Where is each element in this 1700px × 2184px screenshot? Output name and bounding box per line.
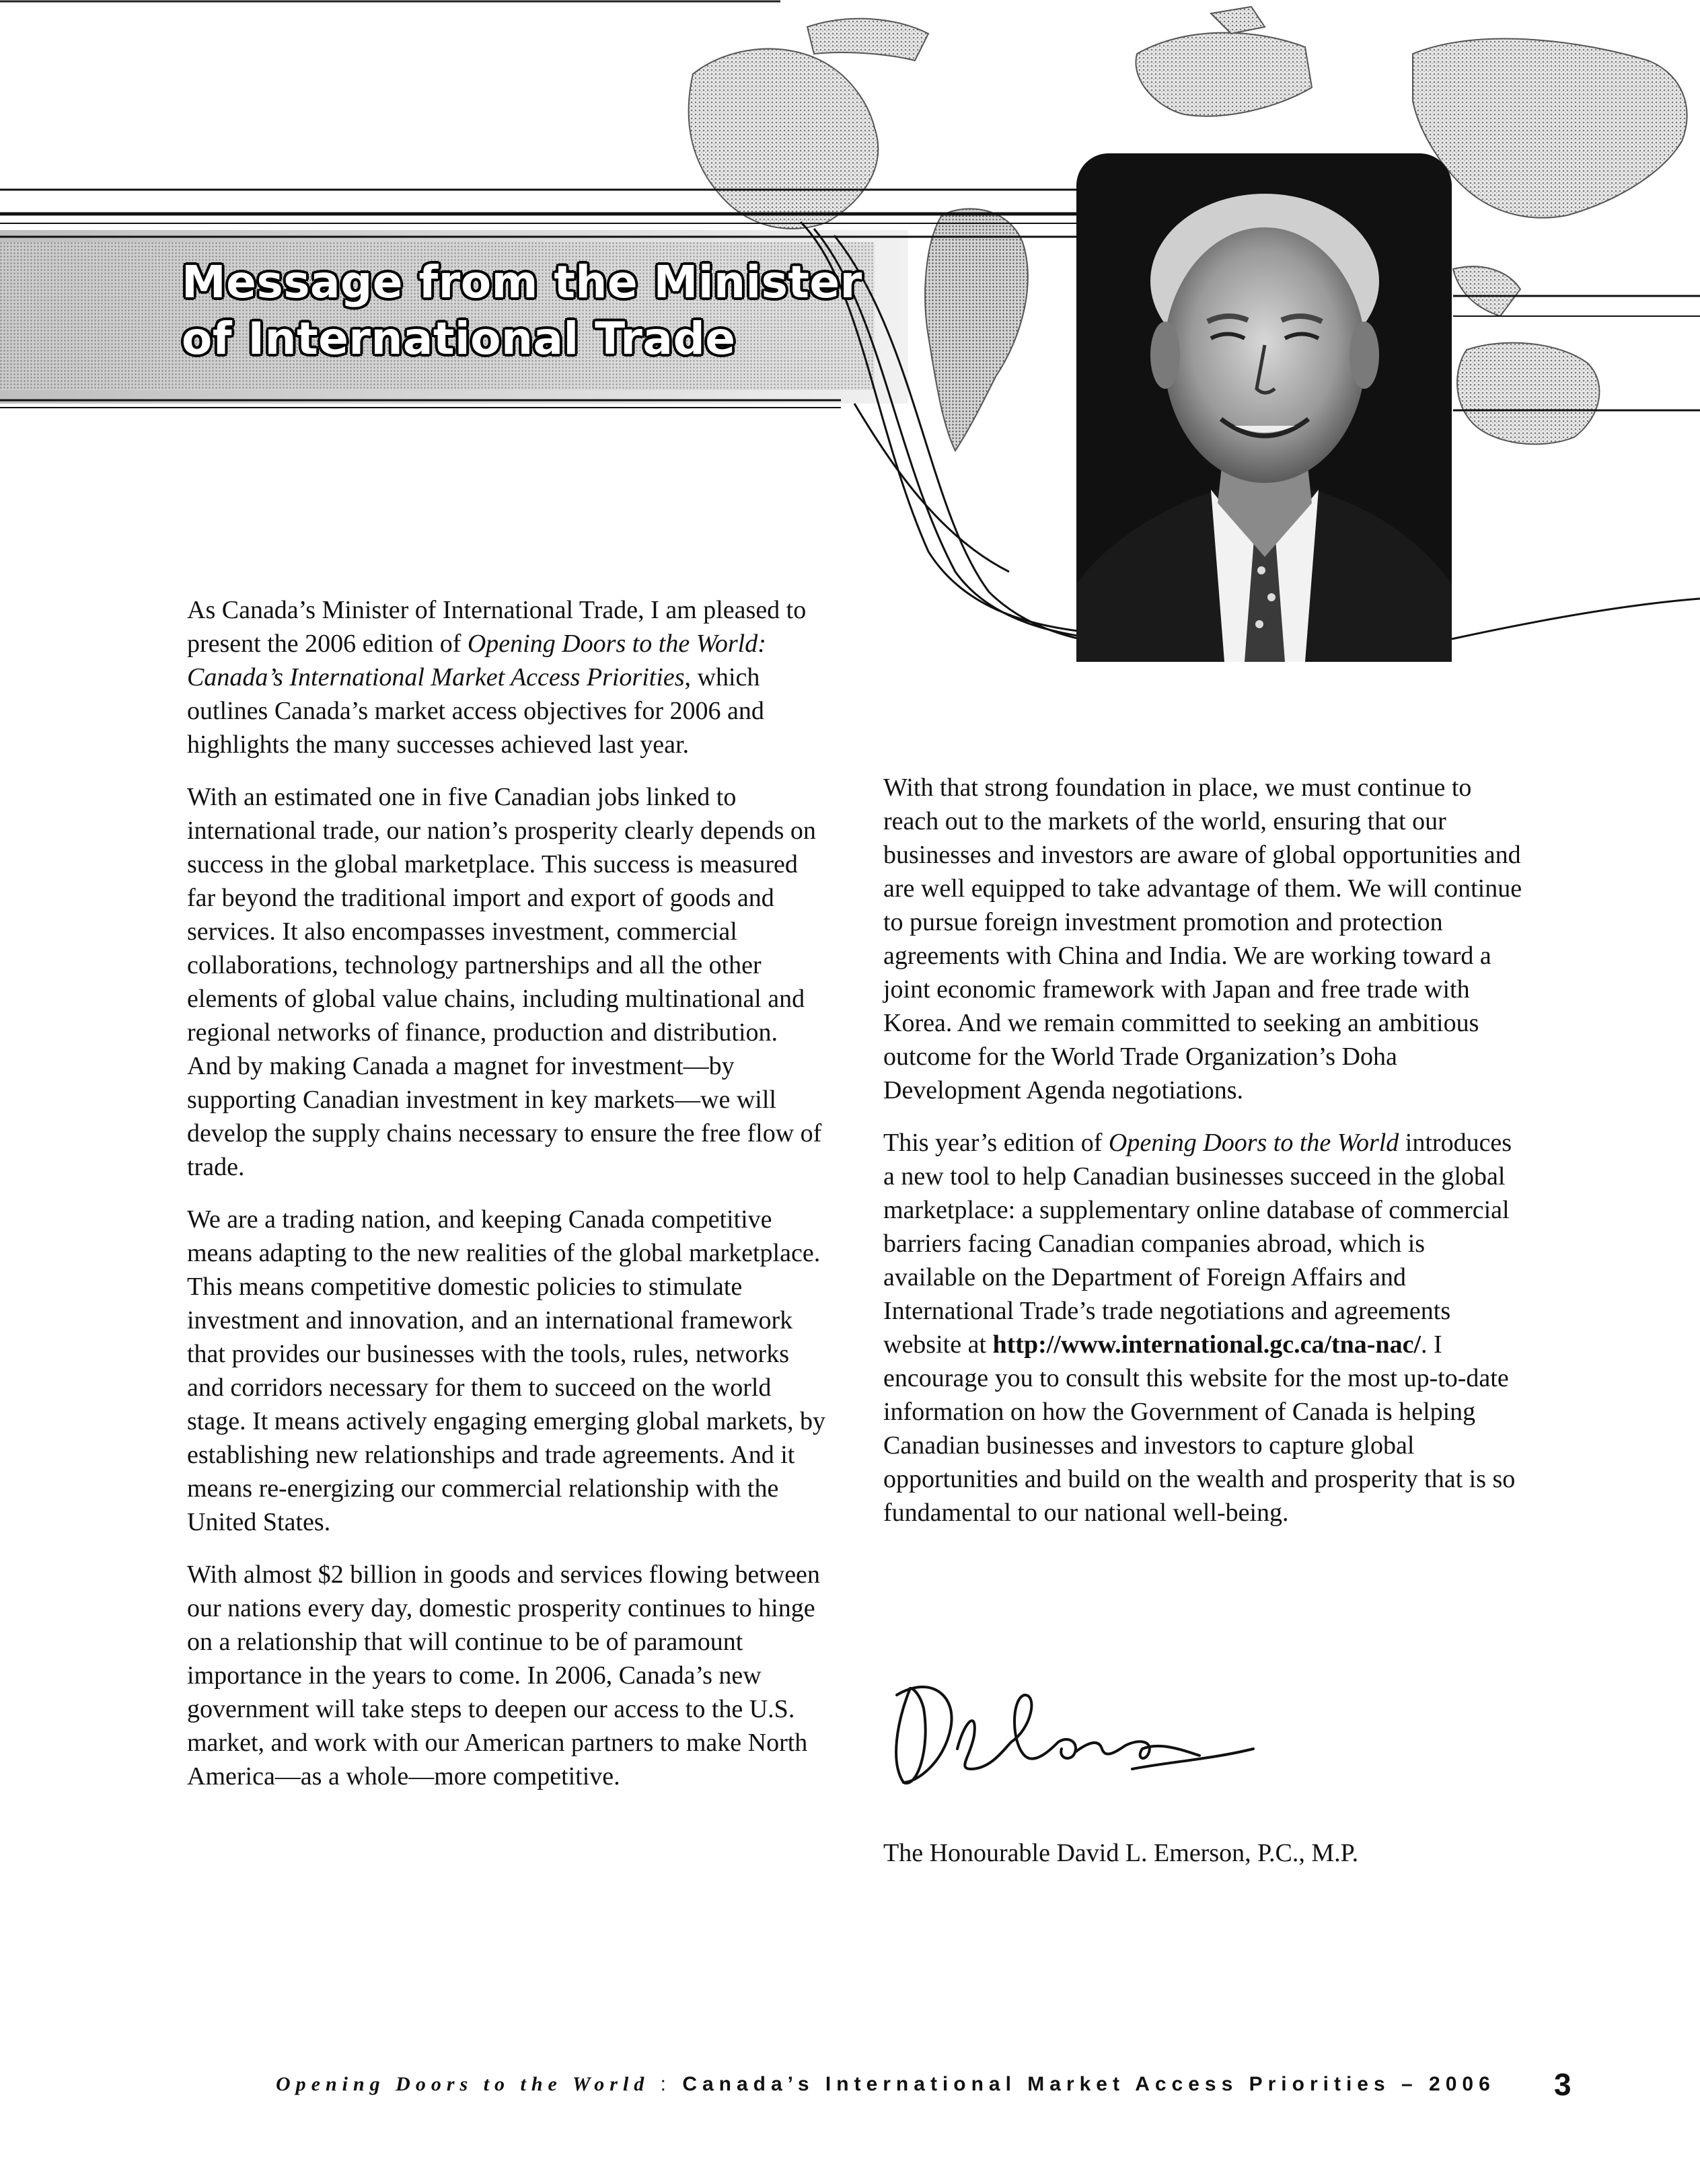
signatory-name: The Honourable David L. Emerson, P.C., M.P. [883, 1839, 1359, 1867]
portrait-image [1076, 153, 1452, 662]
new-tool-text-a: This year’s edition of [883, 1129, 1109, 1157]
page-title [182, 254, 862, 367]
title-line-2: of International Trade [182, 313, 736, 365]
footer-separator: : [649, 2073, 683, 2095]
new-tool-text-b: introduces a new tool to help Canadian businesses succeed in the global marketplace: a supplementary online database of commercial barriers facing Canadian companies abroad, which is available on the Department of Foreign Affairs and International Trade’s trade negotiations and agreements website at [883, 1129, 1512, 1359]
publication-title-short: Opening Doors to the World [1108, 1129, 1399, 1157]
paragraph-us-relationship: With almost $2 billion in goods and services flowing between our nations every day, domestic prosperity continues to hinge on a relationship that will continue to be of paramount importance in the years to come. In 2006, Canada’s new government will take steps to deepen our access to the U.S. market, and work with our American partners to make North America—as a whole—more competitive. [187, 1560, 820, 1791]
paragraph-foundation: With that strong foundation in place, we must continue to reach out to the markets of the world, ensuring that our businesses and investors are aware of global opportunities and are well equipped to take advantage of them. We will continue to pursue foreign investment promotion and protection agreements with China and India. We are working toward a joint economic framework with Japan and free trade with Korea. And we remain committed to seeking an ambitious outcome for the World Trade Organization’s Doha Development Agenda negotiations. [883, 774, 1522, 1104]
minister-portrait [1076, 153, 1452, 662]
paragraph-trading-nation: We are a trading nation, and keeping Canada competitive means adapting to the new realities of the global marketplace. This means competitive domestic policies to stimulate investment and innovation, and an international framework that provides our businesses with the tools, rules, networks and corridors necessary for them to succeed on the world stage. It means actively engaging emerging global markets, by establishing new relationships and trade agreements. And it means re-energizing our commercial relationship with the United States. [187, 1205, 826, 1536]
publication-title: Opening Doors to the World: Canada’s International Market Access Priorities [187, 630, 766, 691]
paragraph-intro [187, 593, 826, 761]
paragraph-new-tool [883, 1126, 1522, 1530]
page-number: 3 [1554, 2067, 1572, 2102]
title-line-1: Message from the Minister [182, 256, 862, 308]
footer-running-title [276, 2073, 1495, 2096]
intro-text-b: , which outlines Canada’s market access objectives for 2006 and highlights the many successes achieved last year. [187, 663, 764, 759]
left-column [187, 593, 826, 1812]
right-column [883, 771, 1522, 1548]
intro-text-a: As Canada’s Minister of International Trade, I am pleased to present the 2006 edition of [187, 596, 807, 658]
footer-subtitle: Canada’s International Market Access Priorities – 2006 [682, 2073, 1495, 2095]
website-link[interactable]: http://www.international.gc.ca/tna-nac/ [992, 1330, 1421, 1359]
handwritten-signature [877, 1668, 1280, 1803]
new-tool-text-c: . I encourage you to consult this website for the most up-to-date information on how the Government of Canada is helping Canadian businesses and investors to capture global opportunities and build on the wealth and prosperity that is so fundamental to our national well-being. [883, 1330, 1516, 1527]
footer-title: Opening Doors to the World [276, 2073, 650, 2095]
paragraph-jobs: With an estimated one in five Canadian jobs linked to international trade, our nation’s prosperity clearly depends on success in the global marketplace. This success is measured far beyond the traditional import and export of goods and services. It also encompasses investment, commercial collaborations, technology partnerships and all the other elements of global value chains, including multinational and regional networks of finance, production and distribution. And by making Canada a magnet for investment—by supporting Canadian investment in key markets—we will develop the supply chains necessary to ensure the free flow of trade. [187, 783, 822, 1181]
